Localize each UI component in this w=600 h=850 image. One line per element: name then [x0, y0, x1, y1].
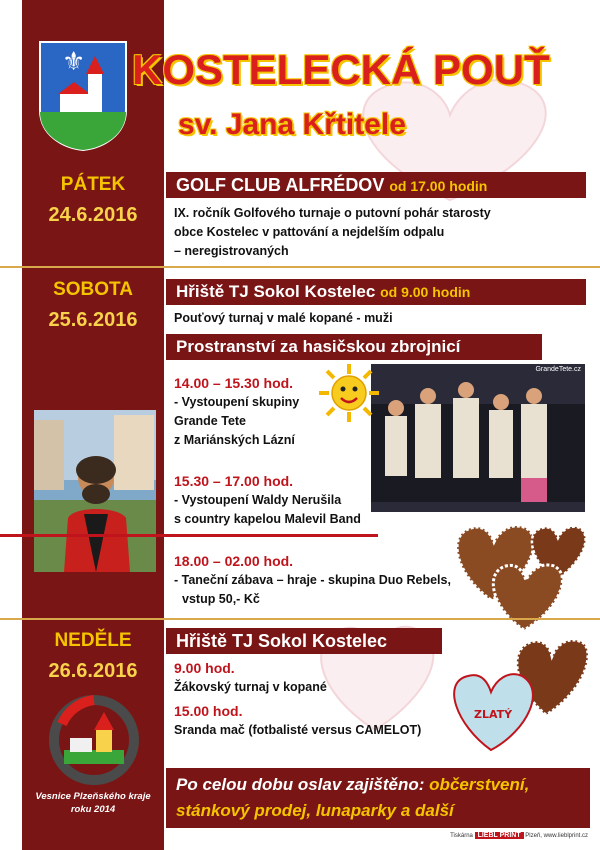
divider-friday — [0, 266, 600, 268]
divider-saturday — [0, 618, 600, 620]
sat-event-2-line1: - Vystoupení Waldy Nerušila — [174, 493, 342, 507]
sat-event-3 — [174, 552, 451, 609]
performer-photo — [34, 410, 156, 572]
printer-brand: LIEBL PRINT — [475, 832, 524, 839]
saturday-day-name: SOBOTA — [53, 279, 133, 300]
sun-event-1-desc: Žákovský turnaj v kopané — [174, 680, 327, 694]
sunday-day-name: NEDĚLE — [54, 630, 132, 651]
svg-text:⚜: ⚜ — [62, 47, 86, 77]
printer-credit — [450, 832, 588, 839]
friday-desc-line3: – neregistrovaných — [174, 244, 289, 258]
friday-desc-line1: IX. ročník Golfového turnaje o putovní pohár starosty — [174, 206, 491, 220]
band-photo-credit: GrandeTete.cz — [535, 366, 581, 373]
saturday-place2: Prostranství za hasičskou zbrojnicí — [176, 337, 461, 356]
saturday-time: od 9.00 hodin — [380, 284, 471, 300]
saturday-date: 25.6.2016 — [48, 309, 138, 331]
village-caption — [22, 790, 164, 816]
coat-of-arms-icon — [38, 40, 128, 152]
sun-event-1 — [174, 659, 327, 697]
gingerbread-hearts-icon — [446, 500, 596, 760]
friday-desc-line2: obce Kostelec v pattování a nejdelším odpalu — [174, 225, 445, 239]
footer-text-yellow-2: stánkový prodej, lunaparky a další — [176, 801, 454, 820]
printer-rest: Plzeň, www.lieblprint.cz — [525, 833, 588, 839]
sat-event-1 — [174, 374, 299, 450]
red-divider — [0, 534, 378, 537]
band-photo — [371, 364, 585, 512]
sunday-venue: Hřiště TJ Sokol Kostelec — [176, 631, 388, 651]
friday-venue: GOLF CLUB ALFRÉDOV — [176, 175, 385, 195]
footer-text-yellow-1: občerstvení, — [429, 775, 530, 794]
friday-day — [22, 170, 164, 230]
sun-event-2-time: 15.00 hod. — [174, 703, 243, 719]
sat-event-1-line1: - Vystoupení skupiny — [174, 395, 300, 409]
sun-icon — [317, 362, 381, 424]
friday-venue-bar — [166, 172, 586, 198]
friday-description — [174, 204, 491, 261]
sat-event-3-line1: - Taneční zábava – hraje - skupina Duo Rebels, — [174, 573, 451, 587]
printer-label: Tiskárna — [450, 833, 473, 839]
sun-event-1-time: 9.00 hod. — [174, 660, 235, 676]
sat-event-1-time: 14.00 – 15.30 hod. — [174, 375, 294, 391]
sat-event-1-line2: Grande Tete — [174, 414, 247, 428]
village-logo-icon — [44, 694, 144, 786]
sunday-date: 26.6.2016 — [48, 660, 138, 682]
sat-event-3-time: 18.00 – 02.00 hod. — [174, 553, 294, 569]
saturday-venue: Hřiště TJ Sokol Kostelec — [176, 282, 376, 301]
saturday-venue-bar — [166, 279, 586, 305]
page-title: KOSTELECKÁ POUŤ — [132, 46, 550, 93]
saturday-desc: Pouťový turnaj v malé kopané - muži — [174, 311, 393, 325]
sat-event-1-line3: z Mariánských Lázní — [174, 433, 295, 447]
friday-date: 24.6.2016 — [48, 204, 138, 226]
village-line1: Vesnice Plzeňského kraje — [35, 791, 151, 802]
sunday-day — [22, 626, 164, 686]
sunday-venue-bar — [166, 628, 442, 654]
footer-banner — [166, 768, 590, 828]
band-photo-illustration — [371, 364, 585, 512]
saturday-place2-bar — [166, 334, 542, 360]
performer-photo-illustration — [34, 410, 156, 572]
sat-event-2 — [174, 472, 361, 529]
sat-event-2-time: 15.30 – 17.00 hod. — [174, 473, 294, 489]
page-subtitle: sv. Jana Křtitele — [178, 108, 406, 141]
sat-event-2-line2: s country kapelou Malevil Band — [174, 512, 361, 526]
village-line2: roku 2014 — [70, 804, 116, 815]
friday-time: od 17.00 hodin — [389, 178, 488, 194]
sun-event-2 — [174, 702, 421, 740]
heart-text: ZLATÝ — [474, 708, 513, 721]
footer-text-white: Po celou dobu oslav zajištěno: — [176, 775, 425, 794]
sat-event-3-line2: vstup 50,- Kč — [182, 592, 260, 606]
saturday-day — [22, 275, 164, 335]
sun-event-2-desc: Sranda mač (fotbalisté versus CAMELOT) — [174, 723, 422, 737]
friday-day-name: PÁTEK — [60, 174, 126, 195]
